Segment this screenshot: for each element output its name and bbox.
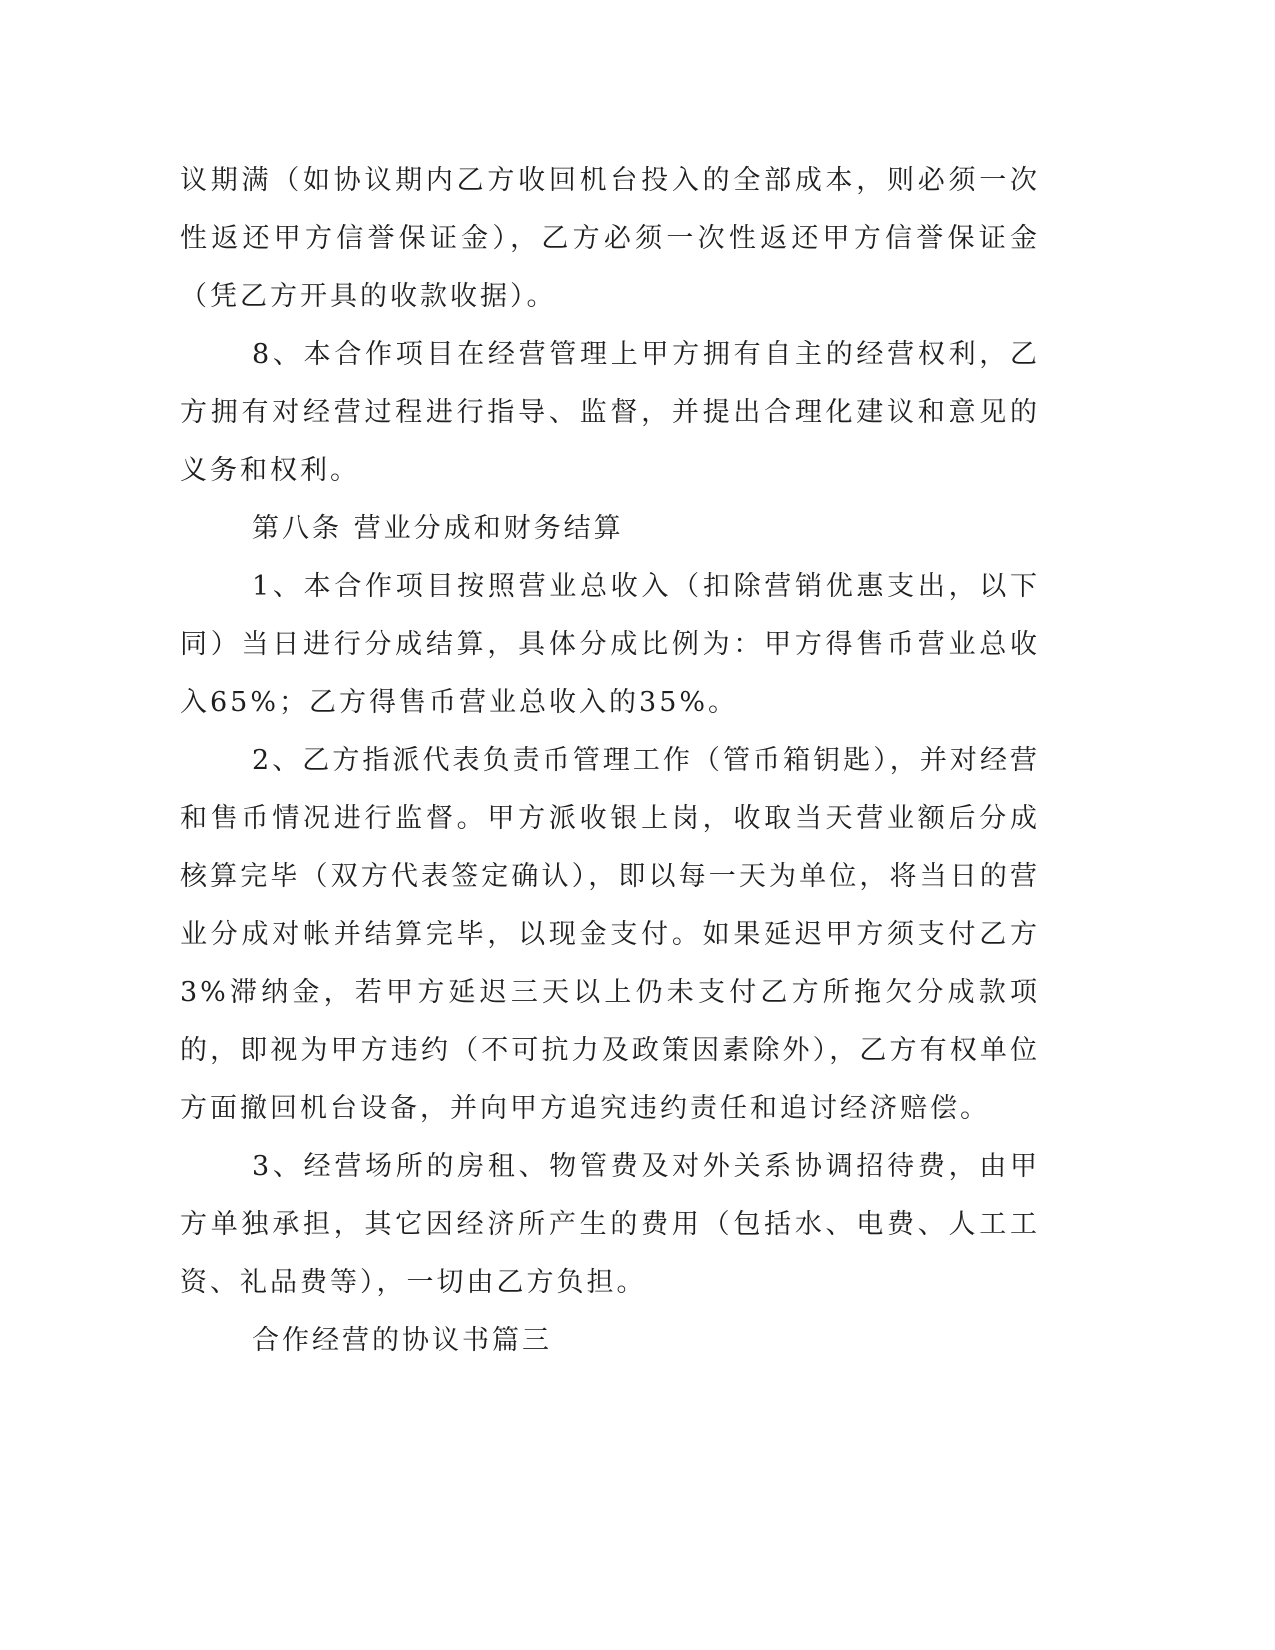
paragraph-continuation: 议期满（如协议期内乙方收回机台投入的全部成本，则必须一次性返还甲方信誉保证金），乙方必须一次性返还甲方信誉保证金（凭乙方开具的收款收据）。 xyxy=(180,165,1040,312)
paragraph-item-8: 8、本合作项目在经营管理上甲方拥有自主的经营权利，乙方拥有对经营过程进行指导、监督，并提出合理化建议和意见的义务和权利。 xyxy=(180,339,1040,486)
paragraph-item-1: 1、本合作项目按照营业总收入（扣除营销优惠支出，以下同）当日进行分成结算，具体分成比例为：甲方得售币营业总收入65%；乙方得售币营业总收入的35%。 xyxy=(180,571,1040,718)
paragraph-item-3: 3、经营场所的房租、物管费及对外关系协调招待费，由甲方单独承担，其它因经济所产生的费用（包括水、电费、人工工资、礼品费等），一切由乙方负担。 xyxy=(180,1151,1040,1298)
document-body xyxy=(180,152,1040,1370)
section-heading-article-8: 第八条 营业分成和财务结算 xyxy=(252,513,624,544)
section-heading-part-3: 合作经营的协议书篇三 xyxy=(252,1325,552,1356)
paragraph-item-2: 2、乙方指派代表负责币管理工作（管币箱钥匙），并对经营和售币情况进行监督。甲方派收银上岗，收取当天营业额后分成核算完毕（双方代表签定确认），即以每一天为单位，将当日的营业分成对帐并结算完毕，以现金支付。如果延迟甲方须支付乙方3%滞纳金，若甲方延迟三天以上仍未支付乙方所拖欠分成款项的，即视为甲方违约（不可抗力及政策因素除外），乙方有权单位方面撤回机台设备，并向甲方追究违约责任和追讨经济赔偿。 xyxy=(180,745,1040,1124)
